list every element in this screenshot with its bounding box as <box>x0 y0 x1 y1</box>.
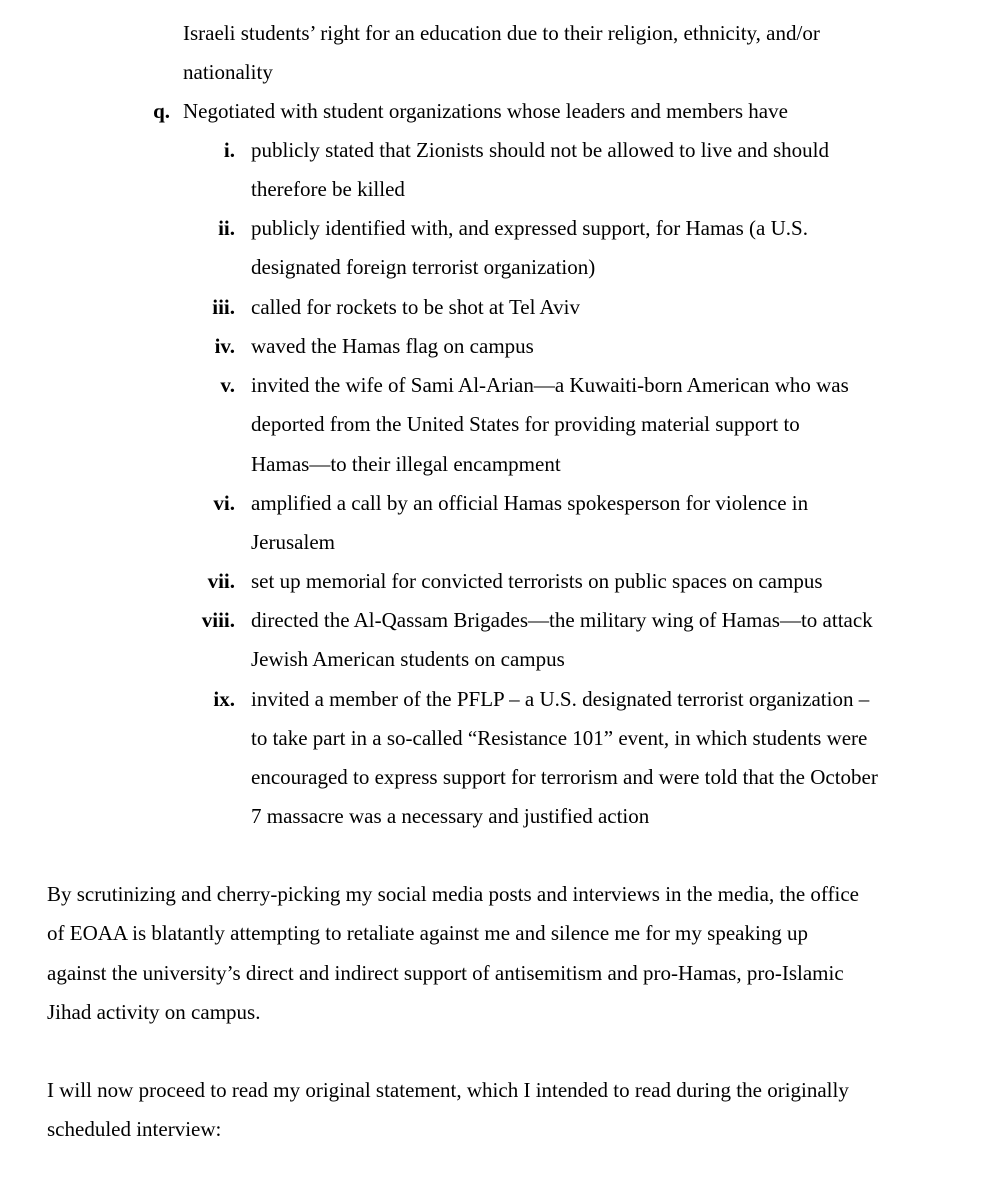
subitem-marker-i: i. <box>223 138 235 162</box>
subitem-i-line-2: therefore be killed <box>251 177 405 201</box>
subitem-vi-line-1: amplified a call by an official Hamas spokesperson for violence in <box>251 491 809 515</box>
subitem-iv-line-1: waved the Hamas flag on campus <box>251 334 534 358</box>
subitem-marker-iv: iv. <box>214 334 235 358</box>
subitem-v-line-3: Hamas—to their illegal encampment <box>251 452 561 476</box>
subitem-marker-viii: viii. <box>201 608 235 632</box>
intro-continuation-line-2: nationality <box>183 60 273 84</box>
paragraph-1-line-4: Jihad activity on campus. <box>47 1000 261 1024</box>
subitem-marker-vii: vii. <box>207 569 235 593</box>
intro-continuation-line-1: Israeli students’ right for an education due to their religion, ethnicity, and/or <box>183 21 820 45</box>
list-item-q-text: Negotiated with student organizations whose leaders and members have <box>183 99 788 123</box>
subitem-marker-ii: ii. <box>218 216 235 240</box>
subitem-marker-iii: iii. <box>212 295 235 319</box>
subitem-iii-line-1: called for rockets to be shot at Tel Aviv <box>251 295 580 319</box>
subitem-ii-line-2: designated foreign terrorist organization) <box>251 255 596 279</box>
subitem-ix-line-2: to take part in a so-called “Resistance 101” event, in which students were <box>251 726 868 750</box>
paragraph-1-line-3: against the university’s direct and indirect support of antisemitism and pro-Hamas, pro-Islamic <box>47 961 844 985</box>
subitem-ix-line-3: encouraged to express support for terrorism and were told that the October <box>251 765 878 789</box>
subitem-marker-ix: ix. <box>213 687 235 711</box>
subitem-vi-line-2: Jerusalem <box>251 530 335 554</box>
subitem-marker-vi: vi. <box>213 491 235 515</box>
subitem-viii-line-2: Jewish American students on campus <box>251 647 565 671</box>
paragraph-1-line-2: of EOAA is blatantly attempting to retaliate against me and silence me for my speaking up <box>47 921 809 945</box>
subitem-ix-line-1: invited a member of the PFLP – a U.S. designated terrorist organization – <box>251 687 870 711</box>
subitem-v-line-2: deported from the United States for providing material support to <box>251 412 800 436</box>
subitem-v-line-1: invited the wife of Sami Al-Arian—a Kuwaiti-born American who was <box>251 373 849 397</box>
subitem-i-line-1: publicly stated that Zionists should not be allowed to live and should <box>251 138 830 162</box>
subitem-vii-line-1: set up memorial for convicted terrorists on public spaces on campus <box>251 569 823 593</box>
list-marker-q: q. <box>153 99 170 123</box>
subitem-ix-line-4: 7 massacre was a necessary and justified action <box>251 804 650 828</box>
paragraph-2-line-2: scheduled interview: <box>47 1117 222 1141</box>
subitem-viii-line-1: directed the Al-Qassam Brigades—the military wing of Hamas—to attack <box>251 608 873 632</box>
paragraph-1-line-1: By scrutinizing and cherry-picking my social media posts and interviews in the media, the office <box>47 882 859 906</box>
paragraph-2-line-1: I will now proceed to read my original statement, which I intended to read during the originally <box>47 1078 849 1102</box>
subitem-ii-line-1: publicly identified with, and expressed support, for Hamas (a U.S. <box>251 216 808 240</box>
subitem-marker-v: v. <box>220 373 235 397</box>
